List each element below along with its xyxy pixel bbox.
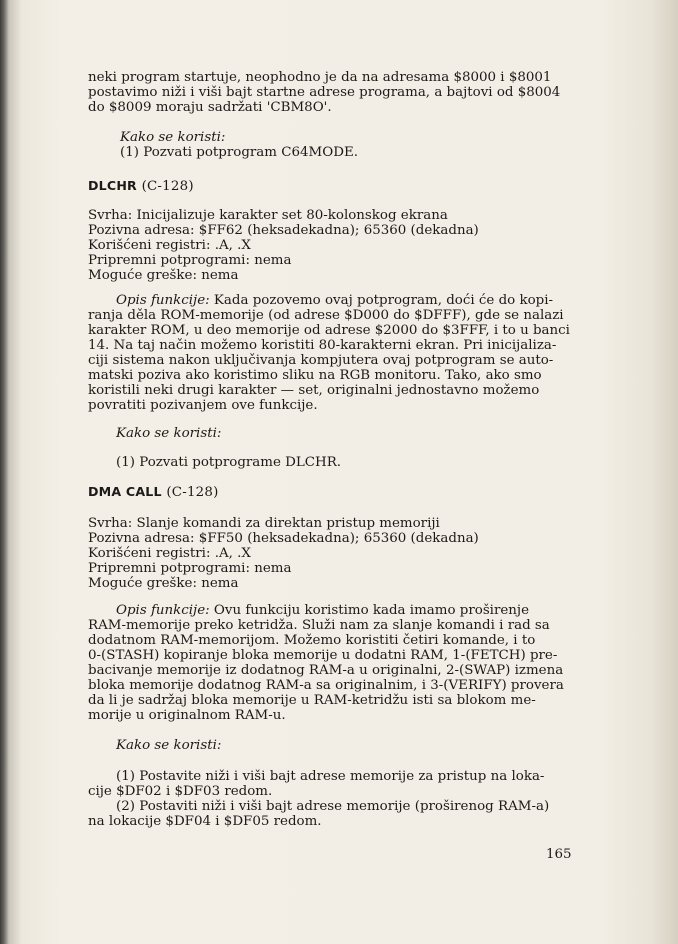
text-line: Ovu funkciju koristimo kada imamo proširenje xyxy=(213,603,529,618)
field-line: Pripremni potprogrami: nema xyxy=(88,561,292,576)
description-label: Opis funkcije: xyxy=(116,293,210,308)
usage-heading: Kako se koristi: xyxy=(116,738,222,753)
usage-step: (2) Postaviti niži i viši bajt adrese memorije (proširenog RAM-a) xyxy=(116,799,550,814)
routine-mode: (C-128) xyxy=(166,485,219,500)
text-line: postavimo niži i viši bajt startne adrese programa, a bajtovi od $8004 xyxy=(88,85,561,100)
text-line: Kada pozovemo ovaj potprogram, doći će do kopi- xyxy=(213,293,554,308)
text-line: morije u originalnom RAM-u. xyxy=(88,708,286,723)
text-line: koristili neki drugi karakter — set, originalni jednostavno možemo xyxy=(88,383,540,398)
usage-step: (1) Pozvati potprograme DLCHR. xyxy=(116,455,342,470)
text-line: dodatnom RAM-memorijom. Možemo koristiti četiri komande, i to xyxy=(88,633,536,648)
dma-call-usage xyxy=(88,738,586,753)
page-number: 165 xyxy=(546,847,572,862)
dlchr-usage xyxy=(88,426,586,441)
field-line: Pozivna adresa: $FF50 (heksadekadna); 65360 (dekadna) xyxy=(88,531,479,546)
usage-step-continuation: na lokacije $DF04 i $DF05 redom. xyxy=(88,814,322,829)
text-line: 14. Na taj način možemo koristiti 80-karakterni ekran. Pri inicijaliza- xyxy=(88,338,557,353)
field-line: Svrha: Inicijalizuje karakter set 80-kolonskog ekrana xyxy=(88,208,448,223)
field-line: Pripremni potprogrami: nema xyxy=(88,253,292,268)
routine-name: DMA CALL xyxy=(88,484,162,499)
text-line: do $8009 moraju sadržati 'CBM8O'. xyxy=(88,100,332,115)
usage-heading: Kako se koristi: xyxy=(120,130,226,145)
intro-paragraph xyxy=(88,70,586,115)
text-line: 0-(STASH) kopiranje bloka memorije u dodatni RAM, 1-(FETCH) pre- xyxy=(88,648,558,663)
text-line: ciji sistema nakon uključivanja kompjutera ovaj potprogram se auto- xyxy=(88,353,554,368)
field-line: Moguće greške: nema xyxy=(88,268,239,283)
dma-call-description xyxy=(88,603,586,723)
text-line: bloka memorije dodatnog RAM-a sa originalnim, i 3-(VERIFY) provera xyxy=(88,678,564,693)
text-line: neki program startuje, neophodno je da na adresama $8000 i $8001 xyxy=(88,70,552,85)
intro-usage xyxy=(88,130,586,160)
dma-call-steps xyxy=(88,769,586,829)
routine-mode: (C-128) xyxy=(141,179,194,194)
routine-name: DLCHR xyxy=(88,178,137,193)
usage-step: (1) Pozvati potprogram C64MODE. xyxy=(120,145,358,160)
dlchr-usage-step-block xyxy=(88,455,586,470)
field-line: Svrha: Slanje komandi za direktan pristup memoriji xyxy=(88,516,440,531)
field-line: Moguće greške: nema xyxy=(88,576,239,591)
usage-step-continuation: cije $DF02 i $DF03 redom. xyxy=(88,784,273,799)
section-heading-dlchr xyxy=(88,178,586,194)
dlchr-description xyxy=(88,293,586,413)
text-line: povratiti pozivanjem ove funkcije. xyxy=(88,398,318,413)
text-line: karakter ROM, u deo memorije od adrese $2000 do $3FFF, i to u banci xyxy=(88,323,570,338)
text-line: bacivanje memorije iz dodatnog RAM-a u originalni, 2-(SWAP) izmena xyxy=(88,663,564,678)
dma-call-fields xyxy=(88,516,586,591)
field-line: Pozivna adresa: $FF62 (heksadekadna); 65360 (dekadna) xyxy=(88,223,479,238)
text-line: ranja děla ROM-memorije (od adrese $D000 do $DFFF), gde se nalazi xyxy=(88,308,564,323)
text-line: da li je sadržaj bloka memorije u RAM-ketridžu isti sa blokom me- xyxy=(88,693,536,708)
usage-step: (1) Postavite niži i viši bajt adrese memorije za pristup na loka- xyxy=(116,769,545,784)
dlchr-fields xyxy=(88,208,586,283)
section-heading-dma-call xyxy=(88,484,586,500)
description-label: Opis funkcije: xyxy=(116,603,210,618)
text-line: matski poziva ako koristimo sliku na RGB monitoru. Tako, ako smo xyxy=(88,368,542,383)
usage-heading: Kako se koristi: xyxy=(116,426,222,441)
field-line: Korišćeni registri: .A, .X xyxy=(88,238,251,253)
text-line: RAM-memorije preko ketridža. Služi nam za slanje komandi i rad sa xyxy=(88,618,550,633)
field-line: Korišćeni registri: .A, .X xyxy=(88,546,251,561)
